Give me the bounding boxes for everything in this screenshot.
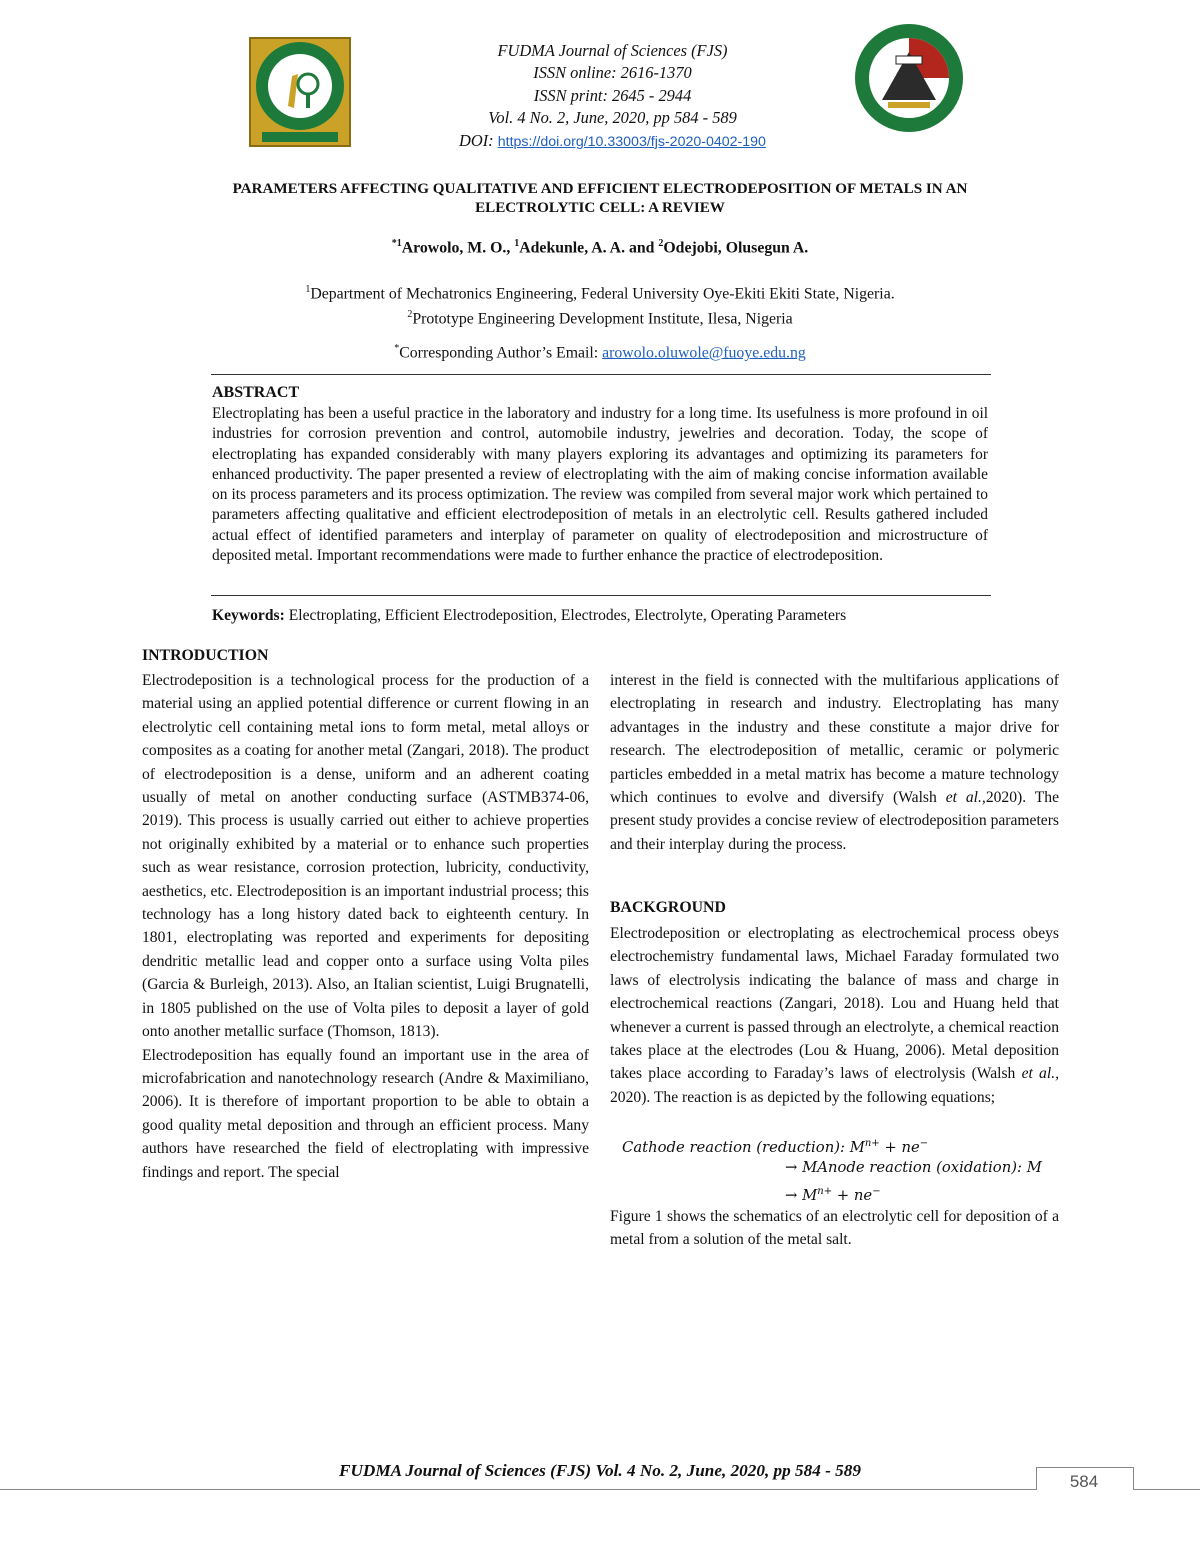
affiliation-2-sup: 2 xyxy=(407,309,413,321)
intro-p3-b: 2020). The present study provides a concise review of electrodeposition parameters and their interplay during the process. xyxy=(610,789,1059,853)
intro-paragraph-2: Electrodeposition has equally found an important use in the area of microfabrication and nanotechnology research (Andre & Maximiliano, 2006). It is therefore of important proportion to be able to obtain a good quality metal deposition and through an efficient process. Many authors have researched the field of electroplating with impressive findings and report. The special xyxy=(142,1046,589,1181)
issn-print: ISSN print: 2645 - 2944 xyxy=(533,85,692,105)
author-1-sup: *1 xyxy=(391,238,402,249)
affiliations xyxy=(150,279,1050,330)
abstract-bottom-rule xyxy=(211,595,991,596)
background-heading: BACKGROUND xyxy=(610,899,726,916)
journal-logo xyxy=(248,36,352,148)
author-list xyxy=(150,238,1050,257)
author-2-sup: 1 xyxy=(514,238,520,249)
eq3-sup: n+ xyxy=(817,1186,833,1197)
eq1-a: Cathode reaction (reduction): M xyxy=(622,1138,865,1156)
author-2: Adekunle, A. A. and xyxy=(519,239,659,257)
doi-line xyxy=(380,130,845,153)
figure-reference-paragraph xyxy=(610,1205,1059,1252)
eq3-b: + ne xyxy=(832,1186,873,1204)
right-column-top xyxy=(610,669,1059,856)
doi-label: DOI: xyxy=(459,130,498,150)
journal-name: FUDMA Journal of Sciences (FJS) xyxy=(497,41,728,60)
doi-link[interactable]: https://doi.org/10.33003/fjs-2020-0402-190 xyxy=(497,133,766,150)
title-line-2: ELECTROLYTIC CELL: A REVIEW xyxy=(475,200,725,216)
email-link[interactable]: arowolo.oluwole@fuoye.edu.ng xyxy=(602,344,806,362)
author-3: Odejobi, Olusegun A. xyxy=(663,239,809,257)
abstract-top-rule xyxy=(211,374,991,375)
email-sup: * xyxy=(394,343,400,354)
footer-citation: FUDMA Journal of Sciences (FJS) Vol. 4 No. 2, June, 2020, pp 584 - 589 xyxy=(339,1461,861,1480)
affiliation-1 xyxy=(150,279,1050,304)
page-number: 584 xyxy=(1069,1472,1099,1491)
author-1: Arowolo, M. O., xyxy=(401,239,515,257)
email-label: Corresponding Author’s Email: xyxy=(399,344,603,362)
intro-paragraph-1: Electrodeposition is a technological process for the production of a material using an applied potential difference or current flowing in an electrolytic cell containing metal ions to form metal, metal alloys or composites as a coating for another metal (Zangari, 2018). The product of electrodeposition is a dense, uniform and an adherent coating usually of metal on another conducting surface (ASTMB374-06, 2019). This process is usually carried out either to achieve properties not originally exhibited by a material or to enhance such properties such as wear resistance, corrosion protection, lubricity, conductivity, aesthetics, etc. Electrodeposition is an important industrial process; this technology has a long history dated back to eighteenth century. In 1801, electroplating was reported and experiments for depositing dendritic metallic lead and copper onto a surface using Volta piles (Garcia & Burleigh, 2013). Also, an Italian scientist, Luigi Brugnatelli, in 1805 published on the use of Volta piles to deposit a layer of gold onto another metallic surface (Thomson, 1813). xyxy=(142,672,589,1041)
keywords xyxy=(212,607,988,625)
eq1-sup2: − xyxy=(919,1138,929,1149)
equation-line-2: → MAnode reaction (oxidation): M xyxy=(785,1159,1042,1176)
issn-online: ISSN online: 2616-1370 xyxy=(533,63,692,83)
affiliation-2 xyxy=(150,304,1050,329)
eq3-sup2: − xyxy=(872,1186,881,1197)
abstract-body: Electroplating has been a useful practice in the laboratory and industry for a long time. Its usefulness is more profound in oil industries for corrosion prevention and control, automobile industry, jewelries and decoration. Today, the scope of electroplating has expanded considerably with many players exploring its advantages and optimizing its parameters for enhanced productivity. The paper presented a review of electroplating with the aim of making concise information available on its process parameters and its process optimization. The review was compiled from several major work which pertained to parameters affecting qualitative and efficient electrodeposition of metals in an electrolytic cell. Results gathered included actual effect of identified parameters and interplay of parameter on quality of electrodeposition and microstructure of deposited metal. Important recommendations were made to further enhance the practice of electrodeposition. xyxy=(212,405,988,565)
intro-paragraph-3 xyxy=(610,669,1059,856)
keywords-label: Keywords: xyxy=(212,607,285,624)
abstract-heading: ABSTRACT xyxy=(212,384,300,401)
eq1-sup: n+ xyxy=(864,1138,880,1149)
university-logo xyxy=(852,22,966,134)
background-p1-a: Electrodeposition or electroplating as electrochemical process obeys electrochemistry fundamental laws, Michael Faraday formulated two laws of electrolysis indicating the balance of mass and charge in electrochemical reactions (Zangari, 2018). Lou and Huang held that whenever a current is passed through an electrolyte, a chemical reaction takes place at the electrodes (Lou & Huang, 2006). Metal deposition takes place according to Faraday’s laws of electrolysis (Walsh xyxy=(610,925,1059,1083)
background-paragraph-2: Figure 1 shows the schematics of an electrolytic cell for deposition of a metal from a solution of the metal salt. xyxy=(610,1208,1059,1249)
affiliation-1-sup: 1 xyxy=(305,284,311,295)
equation-line-3 xyxy=(785,1180,881,1207)
intro-p3-a: interest in the field is connected with the multifarious applications of electroplating in research and industry. Electroplating has many advantages in the industry and these constitute a major drive for research. The electrodeposition of metallic, ceramic or polymeric particles embedded in a metal matrix has become a mature technology which continues to evolve and diversify (Walsh xyxy=(610,672,1059,807)
volume-info: Vol. 4 No. 2, June, 2020, pp 584 - 589 xyxy=(488,108,737,128)
background-p1-italic: et al., xyxy=(1021,1065,1059,1083)
keywords-value: Electroplating, Efficient Electrodeposition, Electrodes, Electrolyte, Operating Parameters xyxy=(288,607,847,624)
title-line-1: PARAMETERS AFFECTING QUALITATIVE AND EFFICIENT ELECTRODEPOSITION OF METALS IN AN xyxy=(232,181,968,197)
paper-title xyxy=(150,180,1050,218)
eq1-b: + ne xyxy=(879,1138,920,1156)
intro-p3-italic: et al., xyxy=(945,789,986,807)
background-paragraph-1 xyxy=(610,922,1059,1109)
left-column xyxy=(142,669,589,1184)
corresponding-email xyxy=(150,343,1050,362)
eq3-a: → M xyxy=(785,1186,818,1204)
background-p1-b: 2020). The reaction is as depicted by the following equations; xyxy=(610,1088,996,1106)
background-body xyxy=(610,922,1059,1109)
affiliation-2-text: Prototype Engineering Development Institute, Ilesa, Nigeria xyxy=(412,310,793,328)
affiliation-1-text: Department of Mechatronics Engineering, Federal University Oye-Ekiti Ekiti State, Nigeria. xyxy=(310,285,895,303)
footer-rule xyxy=(0,1489,1200,1490)
author-3-sup: 2 xyxy=(658,238,664,249)
introduction-heading: INTRODUCTION xyxy=(142,647,269,664)
journal-header xyxy=(380,40,845,153)
